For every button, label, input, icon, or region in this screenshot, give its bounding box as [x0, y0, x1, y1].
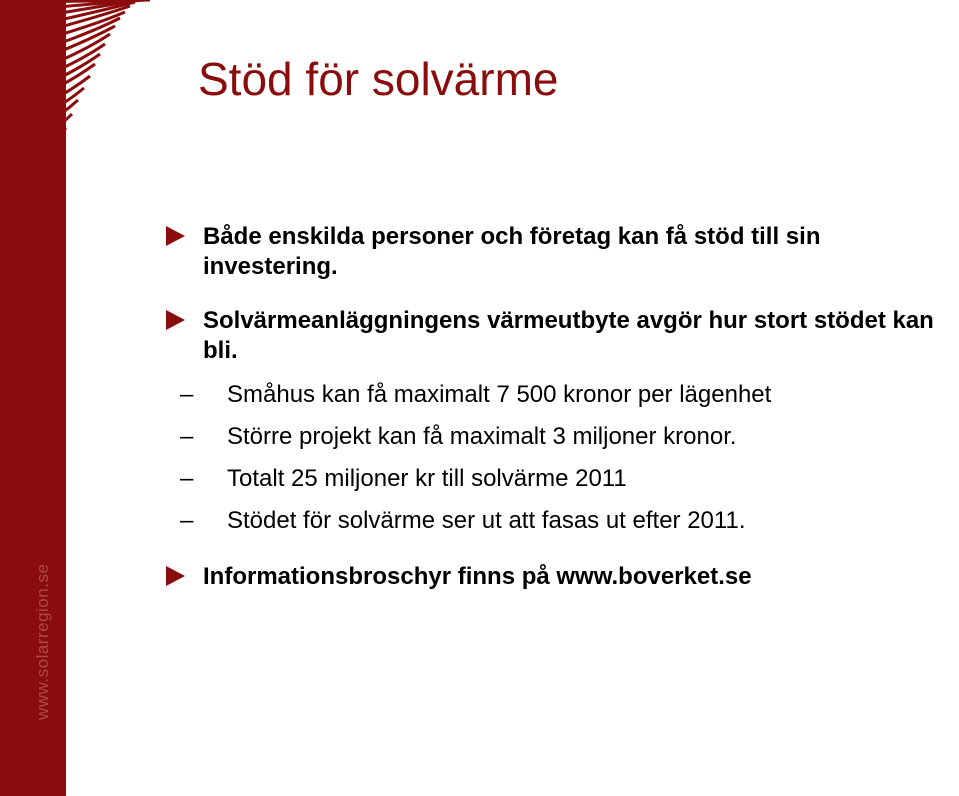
sidebar-url: www.solarregion.se: [33, 563, 52, 720]
sub-bullet-item: [180, 464, 627, 494]
bullet-arrow-icon: [166, 226, 185, 246]
bullet-item: [166, 562, 951, 592]
sub-bullet-dash: –: [180, 507, 194, 534]
sub-bullet-item: [180, 422, 737, 452]
sub-bullet-text: Större projekt kan få maximalt 3 miljoner kronor.: [227, 423, 737, 450]
sub-bullet-dash: –: [180, 423, 194, 450]
slide-title: Stöd för solvärme: [198, 53, 559, 105]
bullet-arrow-icon: [166, 310, 185, 330]
bullet-item: [166, 222, 951, 282]
bullet-text: Informationsbroschyr finns på www.boverket.se: [203, 563, 752, 590]
sub-bullet-text: Totalt 25 miljoner kr till solvärme 2011: [227, 465, 627, 492]
bullet-arrow-icon: [166, 566, 185, 586]
sub-bullet-dash: –: [180, 381, 194, 408]
sub-bullet-item: [180, 506, 745, 536]
sub-bullet-item: [180, 380, 771, 410]
bullet-text: Både enskilda personer och företag kan få stöd till sin investering.: [203, 223, 821, 280]
sub-bullet-text: Småhus kan få maximalt 7 500 kronor per lägenhet: [227, 381, 772, 408]
wave-decoration: [0, 0, 160, 200]
bullet-item: [166, 306, 951, 366]
sub-bullet-dash: –: [180, 465, 194, 492]
bullet-text: Solvärmeanläggningens värmeutbyte avgör hur stort stödet kan bli.: [203, 307, 934, 364]
sub-bullet-text: Stödet för solvärme ser ut att fasas ut efter 2011.: [227, 507, 746, 534]
